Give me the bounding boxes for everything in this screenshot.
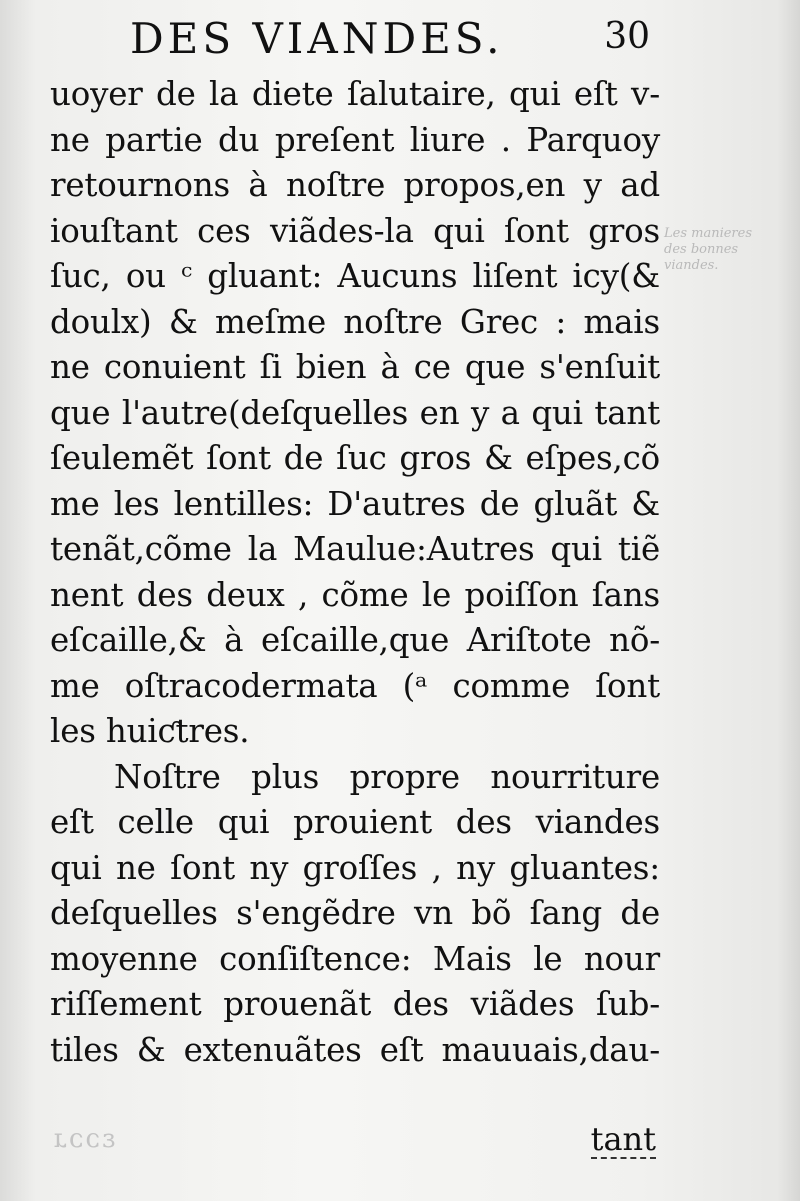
margin-note xyxy=(664,226,774,274)
page-header xyxy=(130,14,650,68)
text-line: les huiƈtres. xyxy=(50,712,250,750)
margin-note-line: Les manieres xyxy=(664,226,753,241)
text-line: eſt celle qui prouient des viandes xyxy=(50,803,660,841)
text-line: moyenne conſiſtence: Mais le nour xyxy=(50,939,660,978)
text-line: tenãt,cõme la Maulue:Autres qui tiẽ xyxy=(50,530,660,568)
text-line: ne partie du preſent liure . Parquoy xyxy=(50,120,660,159)
gutter-shadow xyxy=(0,0,36,1201)
text-line: me les lentilles: D'autres de gluãt & xyxy=(50,484,660,523)
margin-note-line: des bonnes xyxy=(664,242,739,257)
catchword: tant xyxy=(590,1120,656,1158)
running-head: DES VIANDES. xyxy=(130,14,504,63)
text-line: qui ne ſont ny groſſes , ny gluantes: xyxy=(50,848,660,887)
text-line: ſeulemẽt ſont de ſuc gros & eſpes,cõ xyxy=(50,439,660,477)
text-line: eſcaille,& à eſcaille,que Ariſtote nõ- xyxy=(50,621,660,659)
margin-note-line: viandes. xyxy=(664,258,719,273)
body-text xyxy=(50,72,660,1073)
text-line: deſquelles s'engẽdre vn bõ ſang de xyxy=(50,894,660,932)
text-line: retournons à noſtre propos,en y ad xyxy=(50,166,660,204)
page-number: 30 xyxy=(604,16,650,57)
text-line: nent des deux , cõme le poiſſon ſans xyxy=(50,575,660,614)
text-line: uoyer de la diete ſalutaire, qui eſt v- xyxy=(50,75,660,113)
text-line: ne conuient ſi bien à ce que s'enſuit xyxy=(50,348,660,386)
page-edge-shadow xyxy=(778,0,800,1201)
text-line: me oſtracodermata (ᵃ comme ſont xyxy=(50,666,660,705)
text-line: doulx) & meſme noſtre Grec : mais xyxy=(50,302,660,341)
paragraph-start-line: Noſtre plus propre nourriture xyxy=(114,757,660,796)
text-line: riſſement prouenãt des viãdes ſub- xyxy=(50,985,660,1023)
text-line: ſuc, ou ᶜ gluant: Aucuns liſent icy(& xyxy=(50,257,660,295)
text-line: que l'autre(deſquelles en y a qui tant xyxy=(50,393,660,432)
text-line: tiles & extenuãtes eſt mauuais,dau- xyxy=(50,1030,660,1069)
bleed-through-text: ɛɔɔɹ xyxy=(52,1124,116,1154)
text-line: iouſtant ces viãdes-la qui ſont gros xyxy=(50,211,660,250)
